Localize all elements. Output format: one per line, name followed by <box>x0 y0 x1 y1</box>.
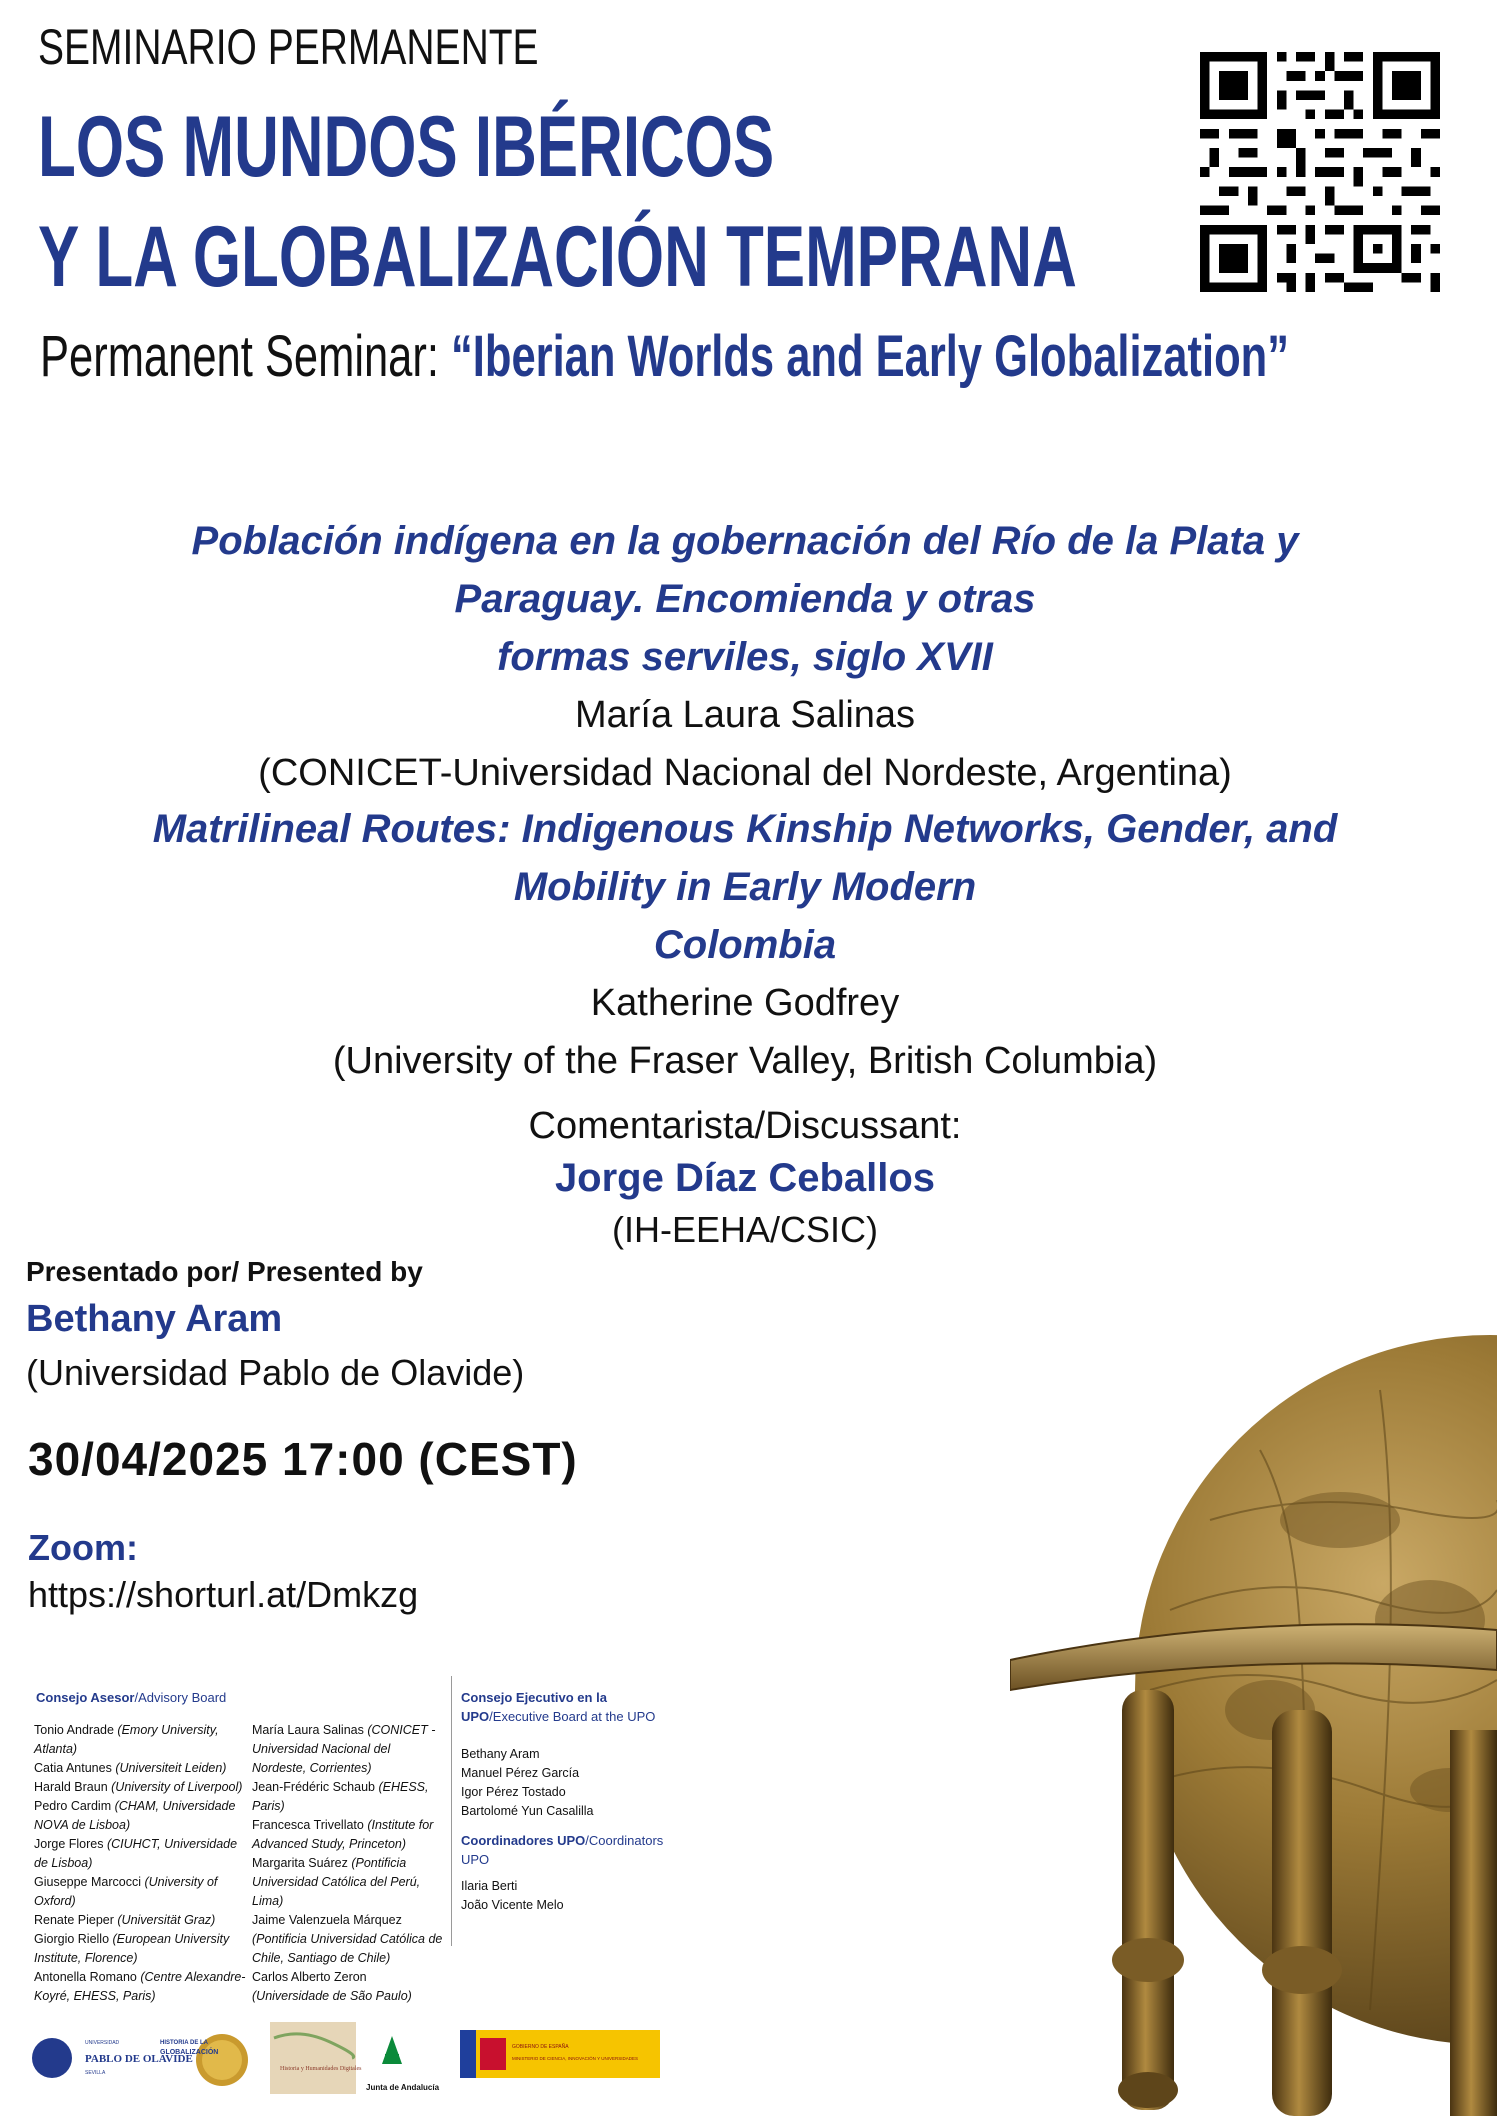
zoom-label: Zoom: <box>28 1527 138 1568</box>
board-member-institution: (EHESS, Paris) <box>252 1780 429 1813</box>
board-member-name: Bartolomé Yun Casalilla <box>461 1804 594 1818</box>
board-member <box>34 1721 249 1759</box>
board-member-name: María Laura Salinas <box>252 1723 368 1737</box>
board-member-institution: (European University Institute, Florence) <box>34 1932 230 1965</box>
board-member-name: Tonio Andrade <box>34 1723 118 1737</box>
subtitle-prefix: Permanent Seminar: <box>40 324 439 389</box>
seminar-kicker: SEMINARIO PERMANENTE <box>38 19 539 75</box>
presented-by-label: Presentado por/ Presented by <box>26 1256 423 1287</box>
talk-1 <box>100 512 1390 802</box>
board-member-institution: (Universität Graz) <box>117 1913 216 1927</box>
talk-1-affiliation: (CONICET-Universidad Nacional del Nordeste, Argentina) <box>258 752 1232 794</box>
subtitle <box>40 323 1289 390</box>
upo-logo-main-text: PABLO DE OLAVIDE <box>85 2053 193 2065</box>
discussant-affiliation: (IH-EEHA/CSIC) <box>611 1209 878 1250</box>
board-member <box>34 1968 249 2006</box>
humanidades-digitales-logo <box>270 2022 362 2094</box>
talk-2-title-line-1: Matrilineal Routes: Indigenous Kinship Networks, Gender, and Mobility in Early Modern <box>152 807 1338 909</box>
board-member-name: Carlos Alberto Zeron <box>252 1970 367 1984</box>
board-member-name: Margarita Suárez <box>252 1856 352 1870</box>
junta-logo-text: Junta de Andalucía <box>366 2083 440 2092</box>
board-member-name: Giorgio Riello <box>34 1932 113 1946</box>
board-member-name: Antonella Romano <box>34 1970 141 1984</box>
board-member <box>34 1873 249 1911</box>
board-member <box>252 1911 447 1968</box>
board-member-institution: (Universidade de São Paulo) <box>252 1989 412 2003</box>
presenter-affiliation: (Universidad Pablo de Olavide) <box>26 1352 525 1393</box>
board-member <box>252 1854 447 1911</box>
board-member-institution: (Universiteit Leiden) <box>115 1761 227 1775</box>
talk-2-affiliation: (University of the Fraser Valley, British Columbia) <box>332 1040 1158 1082</box>
advisory-heading-es: Consejo Asesor <box>36 1690 135 1705</box>
advisory-board-col-1 <box>34 1721 249 2006</box>
board-member-institution: (CHAM, Universidade NOVA de Lisboa) <box>34 1799 236 1832</box>
board-member-name: Pedro Cardim <box>34 1799 115 1813</box>
junta-andalucia-logo <box>366 2036 440 2092</box>
advisory-heading-en: /Advisory Board <box>134 1690 227 1705</box>
board-member <box>34 1759 249 1778</box>
ministerio-logo-text: MINISTERIO DE CIENCIA, INNOVACIÓN Y UNIVERSIDADES <box>512 2056 639 2061</box>
talk-2 <box>100 800 1390 1090</box>
title-line-2: Y LA GLOBALIZACIÓN TEMPRANA <box>38 209 1077 305</box>
exec-heading-en: /Executive Board at the UPO <box>489 1709 656 1724</box>
upo-logo-small-text: UNIVERSIDAD <box>85 2040 120 2046</box>
board-member-name: Jaime Valenzuela Márquez <box>252 1913 402 1927</box>
presented-by <box>26 1253 524 1399</box>
board-member-name: Bethany Aram <box>461 1747 540 1761</box>
board-member <box>34 1930 249 1968</box>
board-member-name: João Vicente Melo <box>461 1898 564 1912</box>
discussant <box>400 1100 1090 1256</box>
talk-2-speaker: Katherine Godfrey <box>590 982 900 1024</box>
board-member <box>252 1816 447 1854</box>
board-member-name: Renate Pieper <box>34 1913 118 1927</box>
board-member-institution: (CIUHCT, Universidade de Lisboa) <box>34 1837 238 1870</box>
board-member-institution: (Emory University, Atlanta) <box>34 1723 219 1756</box>
discussant-name: Jorge Díaz Ceballos <box>554 1156 936 1200</box>
coordinators <box>461 1831 681 1915</box>
board-member-institution: (Pontificia Universidad Católica del Perú, Lima) <box>252 1856 421 1908</box>
sponsor-logos <box>30 2018 670 2098</box>
board-member <box>34 1835 249 1873</box>
board-member <box>34 1797 249 1835</box>
board-member <box>252 1778 447 1816</box>
discussant-label: Comentarista/Discussant: <box>528 1105 962 1147</box>
board-member-name: Manuel Pérez García <box>461 1766 580 1780</box>
talk-2-title-line-2: Colombia <box>653 923 837 967</box>
ministerio-logo <box>460 2030 660 2078</box>
subtitle-quote: “Iberian Worlds and Early Globalization” <box>451 324 1289 389</box>
coordinators-list <box>461 1877 681 1915</box>
coord-heading-en: /Coordinators UPO <box>461 1833 664 1867</box>
board-member-institution: (CONICET - Universidad Nacional del Nordeste, Corrientes) <box>252 1723 436 1775</box>
board-member <box>34 1778 249 1797</box>
board-member-institution: (University of Oxford) <box>34 1875 218 1908</box>
talk-1-title-line-2: formas serviles, siglo XVII <box>497 635 993 679</box>
executive-board-list <box>461 1745 681 1821</box>
coord-heading-es: Coordinadores UPO <box>461 1833 586 1848</box>
board-member-name: Igor Pérez Tostado <box>461 1785 566 1799</box>
exec-heading-es: Consejo Ejecutivo en la UPO <box>461 1690 607 1724</box>
board-member-name: Harald Braun <box>34 1780 112 1794</box>
event-datetime: 30/04/2025 17:00 (CEST) <box>28 1433 578 1485</box>
gobierno-logo-text: GOBIERNO DE ESPAÑA <box>512 2044 569 2050</box>
board-member-name: Ilaria Berti <box>461 1879 518 1893</box>
board-member-institution: (Institute for Advanced Study, Princeton) <box>252 1818 434 1851</box>
board-member <box>252 1968 447 2006</box>
advisory-board-col-2 <box>252 1721 447 2006</box>
board-member-institution: (University of Liverpool) <box>111 1780 243 1794</box>
board-member-institution: (Pontificia Universidad Católica de Chile, Santiago de Chile) <box>252 1932 443 1965</box>
historia-logo-main-text: GLOBALIZACIÓN <box>160 2049 219 2056</box>
board-member-name: Jean-Frédéric Schaub <box>252 1780 379 1794</box>
board-divider <box>451 1676 452 1946</box>
talk-1-title-line-1: Población indígena en la gobernación del Río de la Plata y Paraguay. Encomienda y otras <box>191 519 1299 621</box>
executive-board <box>461 1688 681 1821</box>
zoom-link[interactable]: https://shorturl.at/Dmkzg <box>28 1574 419 1615</box>
board-member <box>252 1721 447 1778</box>
talk-1-speaker: María Laura Salinas <box>574 694 916 736</box>
board-member <box>34 1911 249 1930</box>
advisory-board-heading <box>36 1688 226 1707</box>
title-line-1: LOS MUNDOS IBÉRICOS <box>38 99 775 195</box>
board-member-name: Giuseppe Marcocci <box>34 1875 145 1889</box>
board-member-name: Jorge Flores <box>34 1837 107 1851</box>
board-member-institution: (Centre Alexandre-Koyré, EHESS, Paris) <box>34 1970 246 2003</box>
board-member-name: Francesca Trivellato <box>252 1818 368 1832</box>
qr-code[interactable] <box>1200 52 1440 292</box>
historia-logo-top-text: HISTORIA DE LA <box>160 2040 209 2046</box>
humanidades-logo-text: Historia y Humanidades Digitales <box>280 2066 362 2072</box>
upo-logo-city-text: SEVILLA <box>85 2070 106 2076</box>
antique-globe-image <box>1010 1190 1497 2116</box>
board-member-name: Catia Antunes <box>34 1761 116 1775</box>
presenter-name: Bethany Aram <box>26 1298 283 1340</box>
